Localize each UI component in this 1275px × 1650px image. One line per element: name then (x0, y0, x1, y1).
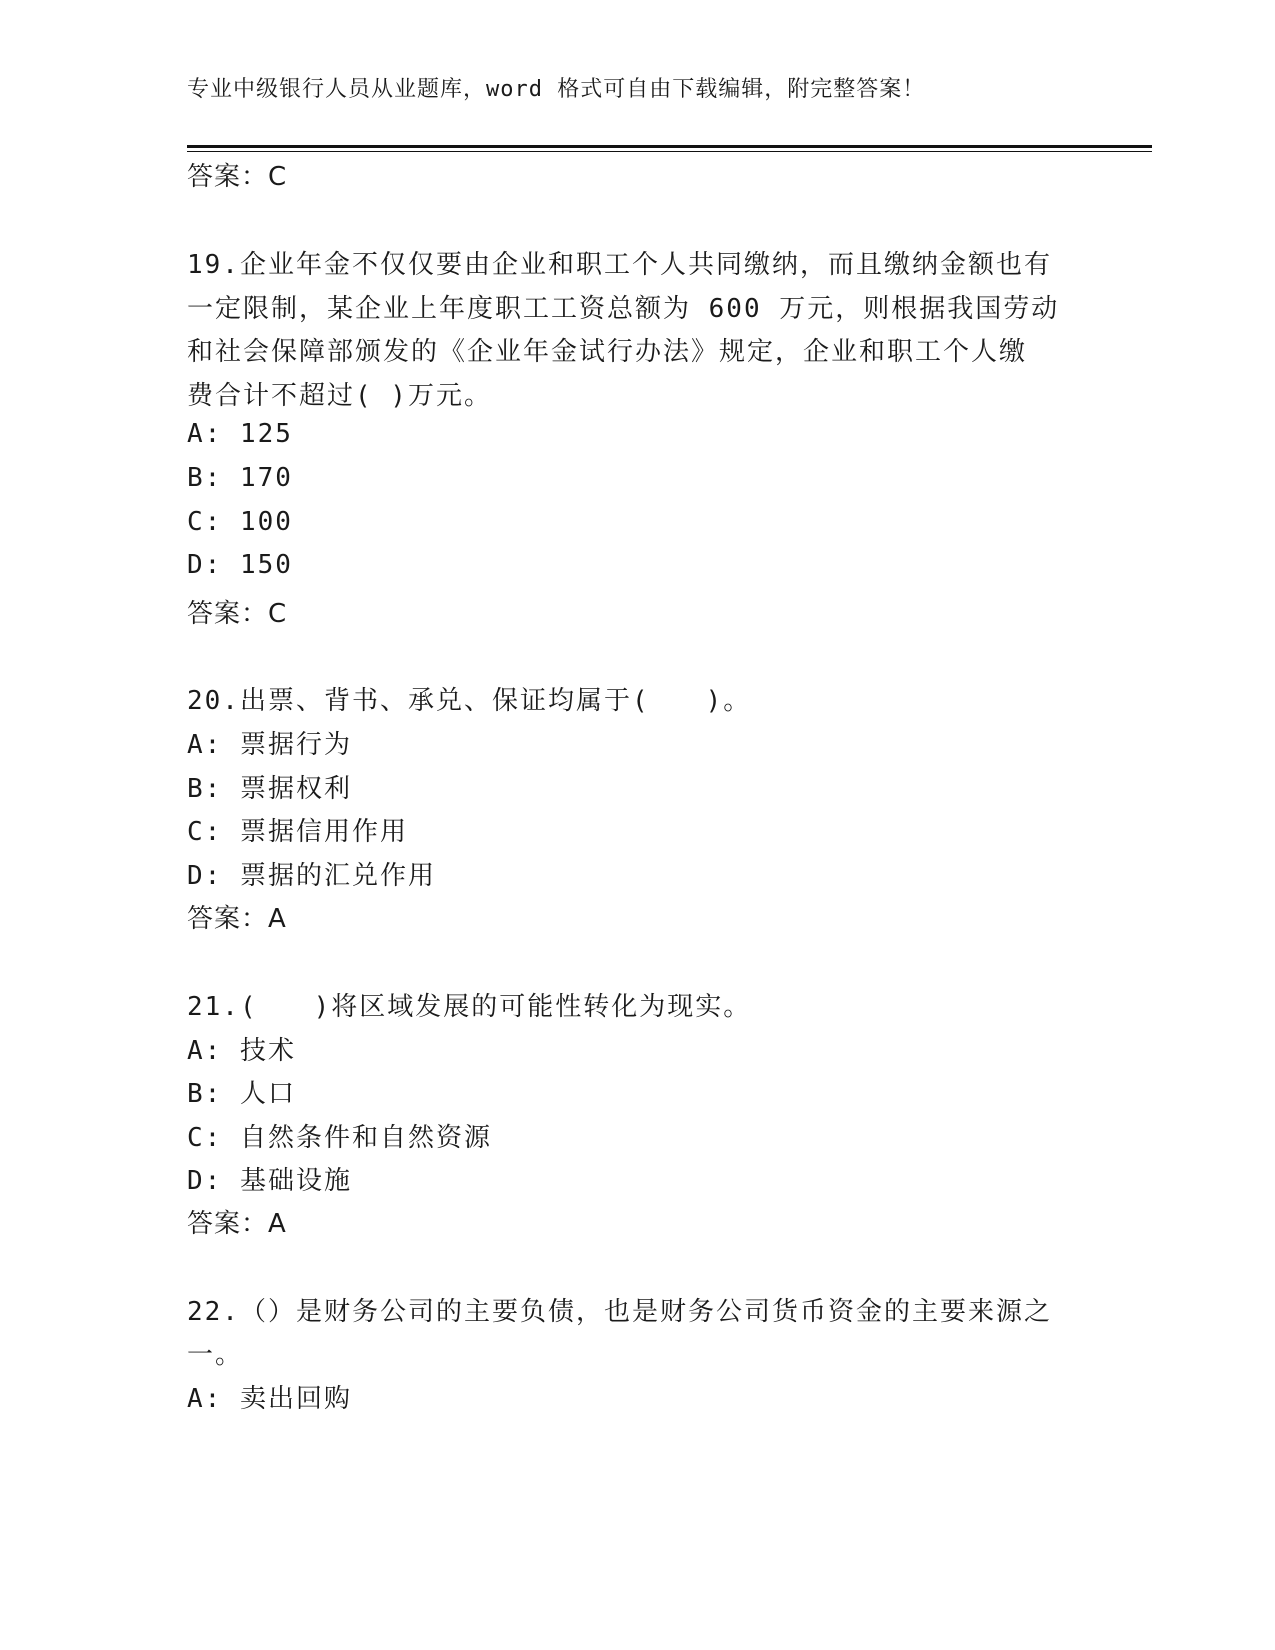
question-21-option-c: C: 自然条件和自然资源 (187, 1123, 492, 1153)
question-22-line: 一。 (187, 1340, 244, 1370)
question-20-line: 20.出票、背书、承兑、保证均属于( )。 (187, 686, 752, 716)
question-22-line: 22.（）是财务公司的主要负债，也是财务公司货币资金的主要来源之 (187, 1297, 1052, 1327)
question-21-option-d: D: 基础设施 (187, 1166, 352, 1196)
question-21-option-a: A: 技术 (187, 1036, 296, 1066)
header-rule-thin (187, 151, 1152, 152)
question-19-line: 费合计不超过( )万元。 (187, 381, 492, 411)
question-20-answer: 答案：A (187, 904, 287, 934)
question-19-line: 19.企业年金不仅仅要由企业和职工个人共同缴纳，而且缴纳金额也有 (187, 250, 1052, 280)
question-22-option-a: A: 卖出回购 (187, 1384, 352, 1414)
question-20-option-d: D: 票据的汇兑作用 (187, 861, 436, 891)
question-21-answer: 答案：A (187, 1209, 287, 1239)
question-19-option-b: B: 170 (187, 463, 293, 493)
question-20-option-c: C: 票据信用作用 (187, 817, 408, 847)
question-20-option-a: A: 票据行为 (187, 730, 352, 760)
question-21-option-b: B: 人口 (187, 1079, 296, 1109)
header-rule (187, 145, 1152, 148)
question-19-option-a: A: 125 (187, 419, 293, 449)
question-19-answer: 答案：C (187, 599, 288, 629)
question-21-line: 21.( )将区域发展的可能性转化为现实。 (187, 992, 752, 1022)
question-19-option-d: D: 150 (187, 550, 293, 580)
question-19-option-c: C: 100 (187, 507, 293, 537)
question-19-line: 一定限制，某企业上年度职工工资总额为 600 万元，则根据我国劳动 (187, 294, 1060, 324)
question-20-option-b: B: 票据权利 (187, 774, 352, 804)
previous-answer: 答案：C (187, 162, 288, 192)
question-19-line: 和社会保障部颁发的《企业年金试行办法》规定，企业和职工个人缴 (187, 337, 1028, 367)
page-header: 专业中级银行人员从业题库，word 格式可自由下载编辑，附完整答案！ (187, 77, 926, 102)
